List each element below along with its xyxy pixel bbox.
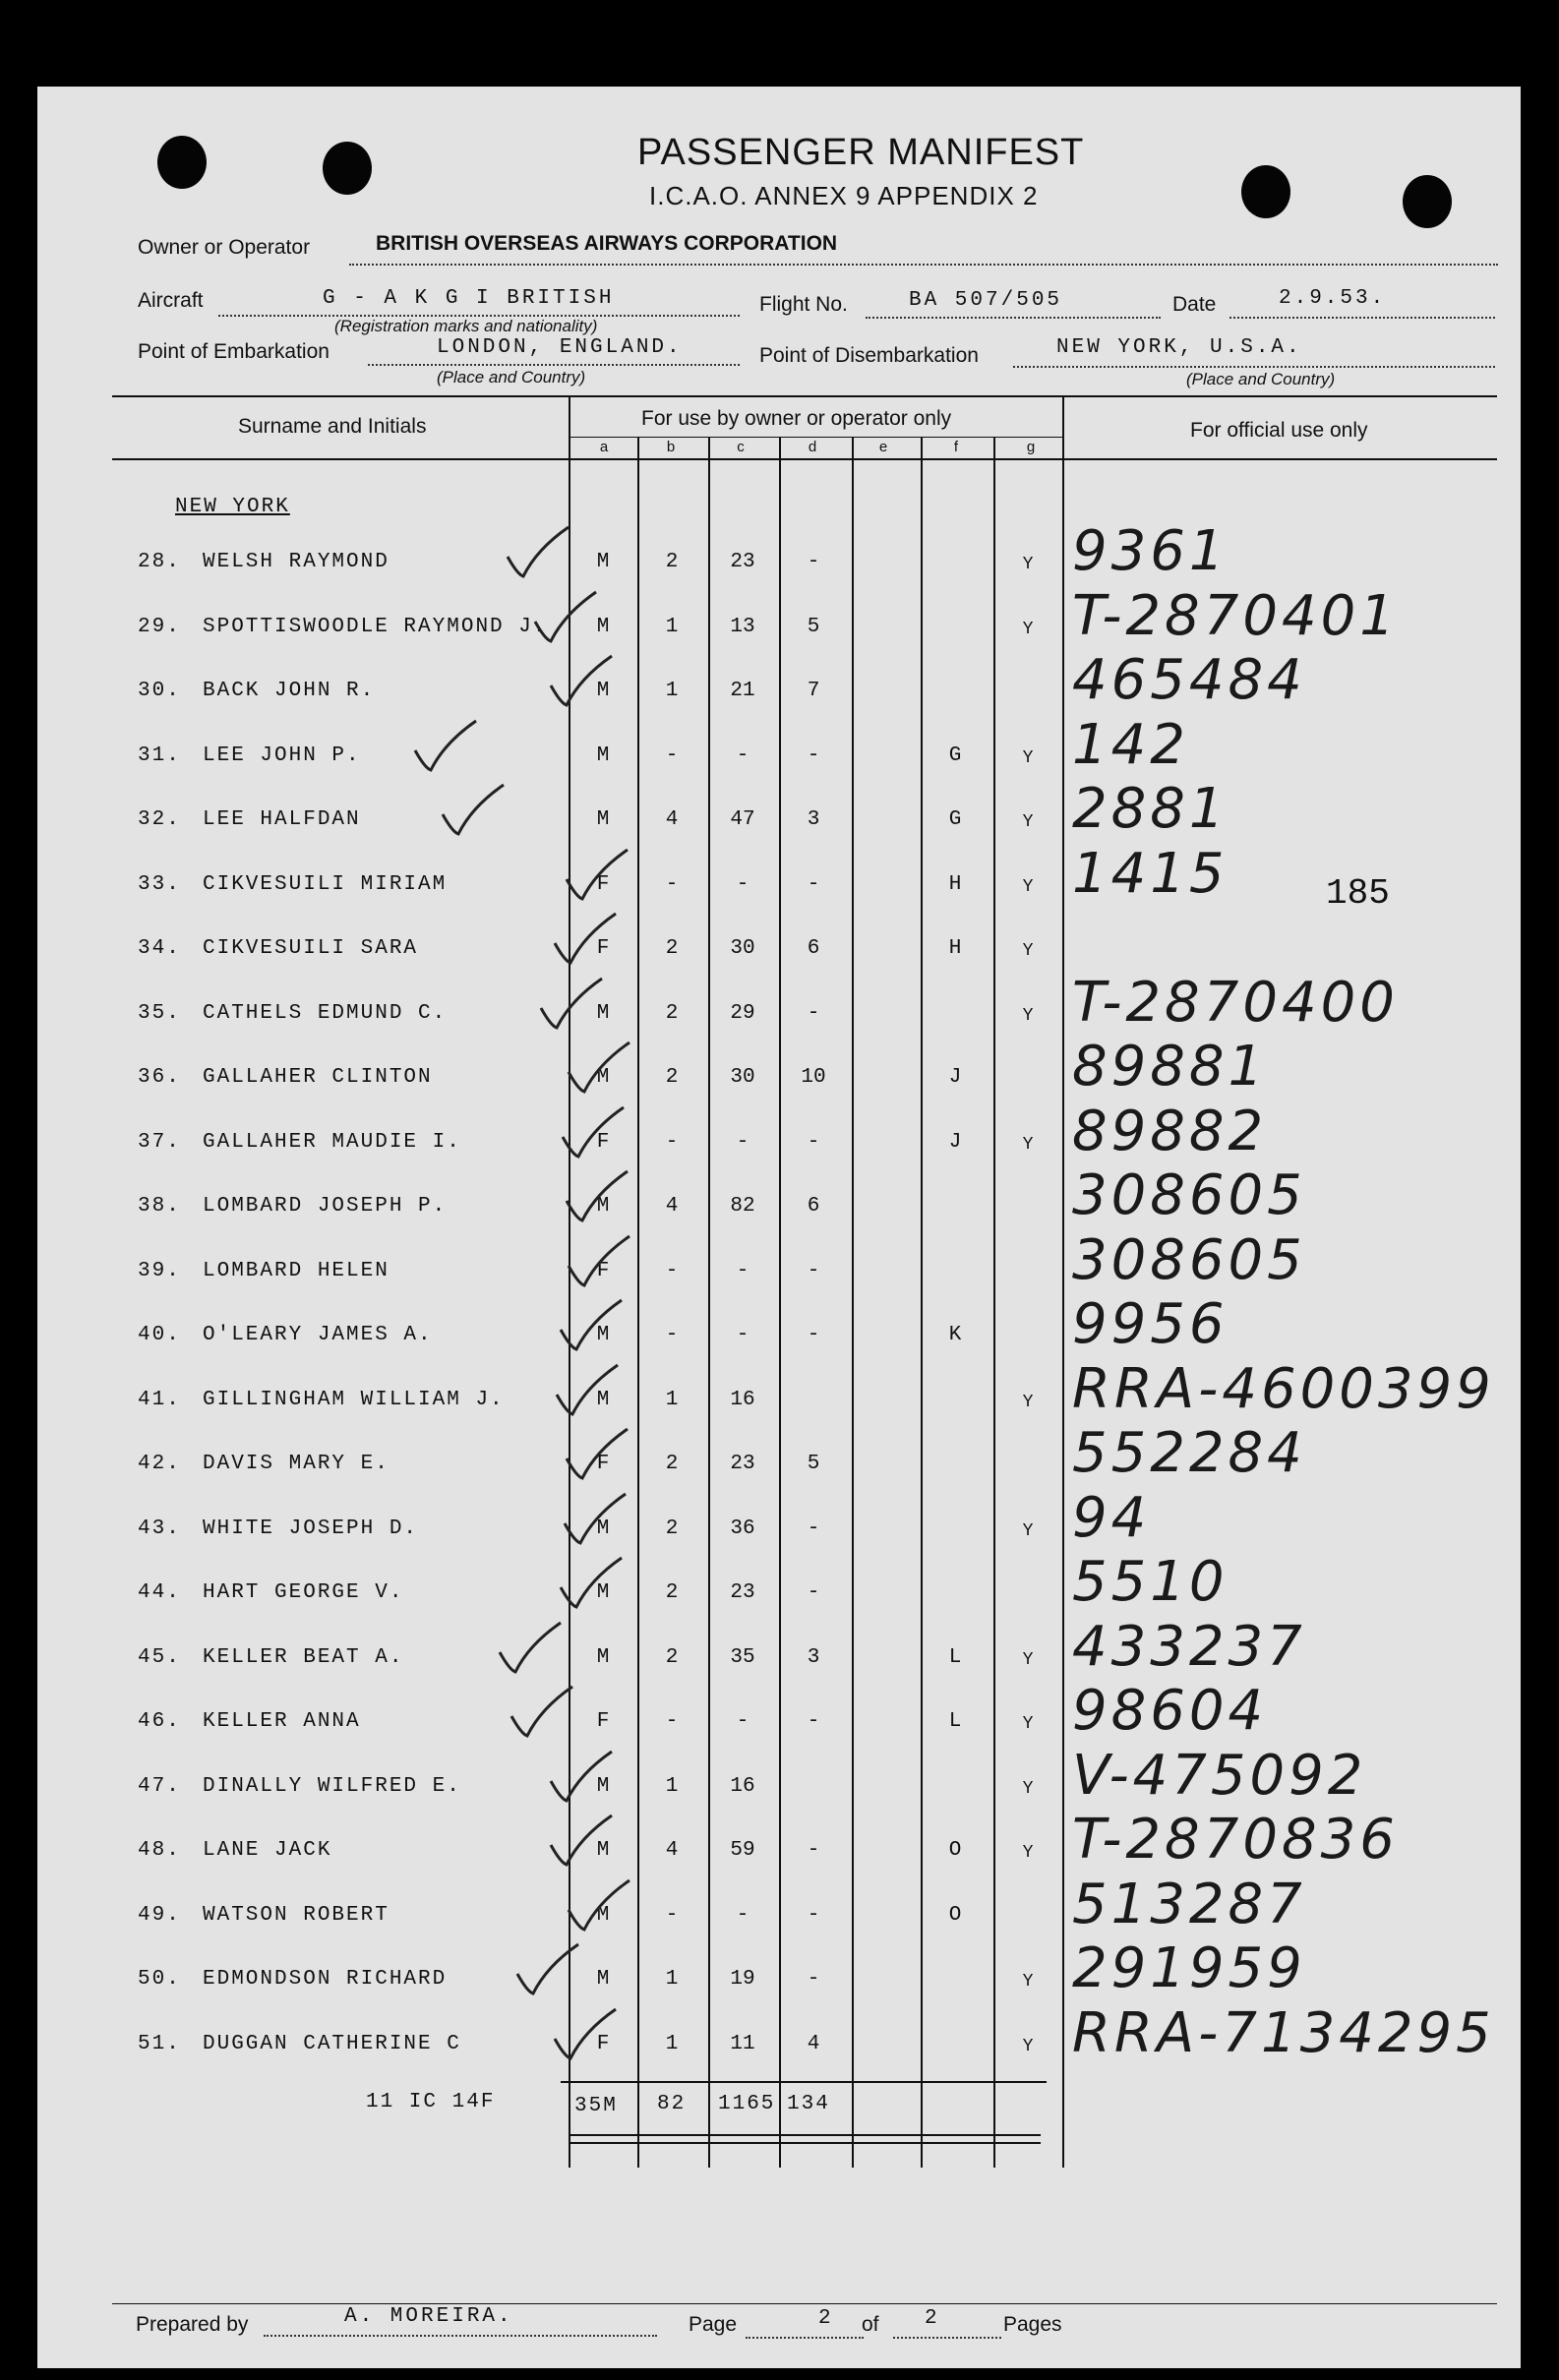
cell-c: - [736, 1903, 750, 1927]
cell-a: M [596, 1839, 610, 1862]
cell-c: - [736, 1259, 750, 1282]
official-number: 9361 [1072, 519, 1229, 583]
official-number: 2881 [1072, 777, 1229, 841]
row-number: 37. [138, 1130, 181, 1154]
cell-c: 30 [730, 937, 755, 960]
prepared-value: A. MOREIRA. [344, 2305, 513, 2328]
date-dots [1229, 317, 1495, 319]
cell-g: Y [1022, 1714, 1034, 1734]
checkmark-icon [563, 846, 631, 905]
disembark-label: Point of Disembarkation [759, 344, 979, 367]
cell-a: F [596, 1710, 610, 1733]
table-top-rule [112, 395, 1497, 397]
of-value: 2 [925, 2307, 940, 2330]
cell-g: Y [1022, 1005, 1034, 1026]
passenger-name: DINALLY WILFRED E. [203, 1774, 461, 1798]
cell-d: - [807, 744, 820, 767]
cell-g: Y [1022, 1520, 1034, 1541]
cell-f: H [948, 872, 962, 896]
cell-f: G [948, 808, 962, 831]
cell-a: F [596, 937, 610, 960]
checkmark-icon [565, 1039, 633, 1098]
cell-a: M [596, 1324, 610, 1346]
cell-a: M [596, 1645, 610, 1669]
checkmark-icon [559, 1103, 628, 1162]
cell-f: J [948, 1130, 962, 1154]
cell-b: - [665, 1130, 679, 1154]
checkmark-icon [547, 652, 616, 711]
cell-d: - [807, 1839, 820, 1862]
cell-b: 1 [665, 1388, 679, 1411]
passenger-name: WHITE JOSEPH D. [203, 1517, 419, 1540]
official-number: 5510 [1072, 1550, 1229, 1614]
official-number: T-2870401 [1072, 583, 1399, 648]
official-number: 513287 [1072, 1872, 1306, 1936]
official-number: 465484 [1072, 648, 1306, 712]
passenger-name: WELSH RAYMOND [203, 551, 390, 573]
row-number: 48. [138, 1839, 181, 1862]
official-number: RRA-7134295 [1072, 2000, 1495, 2065]
flight-value: BA 507/505 [909, 289, 1063, 312]
cell-f: O [948, 1839, 962, 1862]
row-number: 43. [138, 1517, 181, 1540]
checkmark-icon [561, 1490, 630, 1549]
passenger-name: DUGGAN CATHERINE C [203, 2032, 461, 2055]
col-letter-c: c [737, 439, 745, 455]
prepared-dots [264, 2335, 657, 2337]
punch-hole [1241, 165, 1290, 218]
official-number: 433237 [1072, 1614, 1306, 1679]
col-rule [1062, 397, 1064, 2168]
official-number: V-475092 [1072, 1743, 1367, 1808]
cell-c: - [736, 1324, 750, 1346]
passenger-name: GILLINGHAM WILLIAM J. [203, 1388, 505, 1411]
checkmark-icon [531, 588, 600, 647]
totals-c: 1165 [718, 2093, 776, 2115]
cell-b: 2 [665, 551, 679, 573]
cell-f: L [948, 1645, 962, 1669]
row-number: 39. [138, 1259, 181, 1282]
checkmark-icon [496, 1619, 565, 1678]
row-number: 33. [138, 872, 181, 896]
row-number: 44. [138, 1581, 181, 1604]
checkmark-icon [563, 1425, 631, 1484]
checkmark-icon [547, 1812, 616, 1871]
aircraft-label: Aircraft [138, 289, 204, 312]
cell-b: 1 [665, 2032, 679, 2055]
passenger-name: LOMBARD JOSEPH P. [203, 1195, 448, 1218]
cell-g: Y [1022, 1972, 1034, 1992]
cell-b: - [665, 872, 679, 896]
cell-c: - [736, 1130, 750, 1154]
cell-f: G [948, 744, 962, 767]
embark-dots [368, 364, 740, 366]
cell-a: F [596, 2032, 610, 2055]
disembark-dots [1013, 366, 1495, 368]
cell-g: Y [1022, 876, 1034, 897]
official-number: 98604 [1072, 1679, 1268, 1743]
passenger-name: LEE JOHN P. [203, 744, 361, 767]
page-label: Page [689, 2313, 738, 2336]
cell-d: - [807, 1130, 820, 1154]
passenger-name: BACK JOHN R. [203, 680, 376, 702]
page-title: PASSENGER MANIFEST [637, 132, 1085, 173]
cell-c: 16 [730, 1774, 755, 1798]
cell-a: M [596, 1968, 610, 1991]
cell-g: Y [1022, 2036, 1034, 2056]
passenger-name: O'LEARY JAMES A. [203, 1324, 433, 1346]
cell-a: M [596, 615, 610, 638]
passenger-name: KELLER ANNA [203, 1710, 361, 1733]
embark-value: LONDON, ENGLAND. [437, 336, 683, 359]
checkmark-icon [551, 910, 620, 969]
checkmark-icon [547, 1748, 616, 1807]
cell-c: - [736, 1710, 750, 1733]
row-number: 32. [138, 808, 181, 831]
cell-g: Y [1022, 812, 1034, 832]
cell-d: - [807, 1710, 820, 1733]
cell-d: - [807, 1903, 820, 1927]
cell-b: 4 [665, 808, 679, 831]
punch-hole [1403, 175, 1452, 228]
checkmark-icon [439, 781, 508, 840]
col-name-header: Surname and Initials [238, 415, 427, 438]
cell-c: 11 [730, 2032, 755, 2055]
cell-d: 4 [807, 2032, 820, 2055]
official-number: 142 [1072, 712, 1189, 777]
cell-g: Y [1022, 941, 1034, 961]
cell-g: Y [1022, 1392, 1034, 1412]
cell-d: - [807, 1001, 820, 1025]
cell-g: Y [1022, 1649, 1034, 1670]
checkmark-icon [504, 523, 572, 582]
cell-c: 23 [730, 1581, 755, 1604]
cell-d: - [807, 1581, 820, 1604]
cell-f: H [948, 937, 962, 960]
cell-a: M [596, 1517, 610, 1540]
cell-c: 47 [730, 808, 755, 831]
col-letter-f: f [953, 439, 959, 455]
cell-g: Y [1022, 1778, 1034, 1799]
cell-c: 30 [730, 1066, 755, 1089]
col-letter-g: g [1026, 439, 1036, 455]
checkmark-icon [565, 1232, 633, 1291]
of-label: of [862, 2313, 879, 2336]
passenger-name: LEE HALFDAN [203, 808, 361, 831]
cell-c: 35 [730, 1645, 755, 1669]
cell-d: 6 [807, 1195, 820, 1218]
cell-a: M [596, 680, 610, 702]
cell-a: F [596, 872, 610, 896]
checkmark-icon [508, 1683, 576, 1742]
official-number: 89882 [1072, 1099, 1268, 1163]
pages-label: Pages [1003, 2313, 1062, 2336]
official-number: 308605 [1072, 1163, 1306, 1227]
cell-a: M [596, 551, 610, 573]
disembark-note: (Place and Country) [1186, 370, 1336, 388]
checkmark-icon [411, 717, 480, 776]
cell-c: 13 [730, 615, 755, 638]
row-number: 30. [138, 680, 181, 702]
owner-value: BRITISH OVERSEAS AIRWAYS CORPORATION [376, 232, 838, 255]
cell-a: M [596, 1774, 610, 1798]
cell-c: 16 [730, 1388, 755, 1411]
cell-c: 21 [730, 680, 755, 702]
row-number: 29. [138, 615, 181, 638]
official-number: 94 [1072, 1485, 1151, 1550]
official-number: 552284 [1072, 1421, 1306, 1485]
cell-b: 2 [665, 1453, 679, 1475]
header-bottom-rule [112, 458, 1497, 460]
official-number: 308605 [1072, 1227, 1306, 1292]
cell-f: L [948, 1710, 962, 1733]
cell-a: M [596, 808, 610, 831]
row-number: 47. [138, 1774, 181, 1798]
punch-hole [157, 136, 207, 189]
page-subtitle: I.C.A.O. ANNEX 9 APPENDIX 2 [649, 181, 1039, 210]
row-number: 38. [138, 1195, 181, 1218]
row-number: 35. [138, 1001, 181, 1025]
cell-d: - [807, 1259, 820, 1282]
cell-g: Y [1022, 747, 1034, 768]
cell-a: F [596, 1130, 610, 1154]
cell-d: - [807, 1517, 820, 1540]
cell-a: M [596, 1581, 610, 1604]
prepared-label: Prepared by [136, 2313, 249, 2336]
passenger-name: CIKVESUILI SARA [203, 937, 419, 960]
row-number: 31. [138, 744, 181, 767]
cell-a: M [596, 1195, 610, 1218]
passenger-name: LOMBARD HELEN [203, 1259, 390, 1282]
cell-b: - [665, 1259, 679, 1282]
col-owner-header: For use by owner or operator only [641, 407, 952, 430]
checkmark-icon [557, 1296, 626, 1355]
cell-b: 4 [665, 1195, 679, 1218]
passenger-name: KELLER BEAT A. [203, 1645, 404, 1669]
cell-c: - [736, 744, 750, 767]
row-number: 41. [138, 1388, 181, 1411]
cell-f: J [948, 1066, 962, 1089]
cell-b: 2 [665, 1066, 679, 1089]
official-number: 291959 [1072, 1936, 1306, 2000]
cell-c: 36 [730, 1517, 755, 1540]
page-dots [746, 2337, 864, 2339]
checkmark-icon [557, 1554, 626, 1613]
cell-b: - [665, 1710, 679, 1733]
cell-f: O [948, 1903, 962, 1927]
checkmark-icon [551, 2005, 620, 2064]
checkmark-icon [565, 1876, 633, 1935]
cell-d: 6 [807, 937, 820, 960]
row-number: 45. [138, 1645, 181, 1669]
totals-d: 134 [787, 2093, 830, 2115]
owner-label: Owner or Operator [138, 236, 311, 259]
passenger-name: SPOTTISWOODLE RAYMOND J. [203, 615, 548, 638]
totals-a: 35M [574, 2095, 618, 2117]
cell-b: 1 [665, 615, 679, 638]
passenger-name: DAVIS MARY E. [203, 1453, 390, 1475]
cell-d: 5 [807, 615, 820, 638]
cell-a: F [596, 1259, 610, 1282]
passenger-name: LANE JACK [203, 1839, 332, 1862]
col-rule [852, 437, 854, 2168]
row-number: 49. [138, 1903, 181, 1927]
col-letter-d: d [808, 439, 817, 455]
checkmark-icon [563, 1167, 631, 1226]
cell-c: 29 [730, 1001, 755, 1025]
official-number: 89881 [1072, 1035, 1268, 1099]
cell-a: M [596, 1388, 610, 1411]
disembark-value: NEW YORK, U.S.A. [1056, 336, 1302, 359]
owner-subheader-rule [569, 437, 1062, 438]
cell-d: - [807, 1968, 820, 1991]
checkmark-icon [553, 1361, 622, 1420]
row-number: 28. [138, 551, 181, 573]
embark-note: (Place and Country) [437, 368, 586, 387]
official-number: 9956 [1072, 1292, 1229, 1356]
cell-c: 82 [730, 1195, 755, 1218]
cell-c: - [736, 872, 750, 896]
cell-d: 5 [807, 1453, 820, 1475]
col-official-header: For official use only [1190, 419, 1368, 442]
totals-rule-1 [569, 2134, 1041, 2136]
page-value: 2 [818, 2307, 834, 2330]
col-letter-a: a [599, 439, 609, 455]
passenger-name: GALLAHER CLINTON [203, 1066, 433, 1089]
date-label: Date [1172, 293, 1217, 316]
embark-label: Point of Embarkation [138, 340, 330, 363]
cell-g: Y [1022, 619, 1034, 639]
passenger-name: CIKVESUILI MIRIAM [203, 872, 448, 896]
row-number: 50. [138, 1968, 181, 1991]
cell-b: - [665, 744, 679, 767]
totals-counts: 11 IC 14F [366, 2091, 496, 2113]
passenger-name: GALLAHER MAUDIE I. [203, 1130, 461, 1154]
checkmark-icon [513, 1940, 582, 1999]
date-value: 2.9.53. [1279, 287, 1387, 310]
cell-c: 23 [730, 1453, 755, 1475]
cell-a: M [596, 1066, 610, 1089]
cell-b: 1 [665, 1968, 679, 1991]
cell-a: M [596, 744, 610, 767]
cell-c: 59 [730, 1839, 755, 1862]
official-number: T-2870836 [1072, 1808, 1399, 1872]
totals-top-rule [561, 2081, 1047, 2083]
cell-g: Y [1022, 1134, 1034, 1155]
row-number: 46. [138, 1710, 181, 1733]
margin-note: 185 [1326, 873, 1390, 914]
col-rule [993, 437, 995, 2168]
cell-b: 2 [665, 1645, 679, 1669]
cell-b: 2 [665, 1581, 679, 1604]
of-dots [893, 2337, 1001, 2339]
cell-a: F [596, 1453, 610, 1475]
cell-d: 3 [807, 1645, 820, 1669]
cell-c: 23 [730, 551, 755, 573]
cell-g: Y [1022, 555, 1034, 574]
passenger-name: HART GEORGE V. [203, 1581, 404, 1604]
owner-dots [349, 264, 1498, 266]
aircraft-note: (Registration marks and nationality) [334, 317, 598, 335]
totals-rule-2 [569, 2142, 1041, 2144]
cell-b: 4 [665, 1839, 679, 1862]
cell-c: 19 [730, 1968, 755, 1991]
cell-a: M [596, 1001, 610, 1025]
cell-d: 3 [807, 808, 820, 831]
cell-b: 1 [665, 680, 679, 702]
row-number: 40. [138, 1324, 181, 1346]
cell-f: K [948, 1324, 962, 1346]
section-label: NEW YORK [175, 496, 290, 518]
cell-g: Y [1022, 1843, 1034, 1863]
cell-d: - [807, 1324, 820, 1346]
cell-d: 7 [807, 680, 820, 702]
passenger-name: WATSON ROBERT [203, 1903, 390, 1927]
row-number: 51. [138, 2032, 181, 2055]
cell-d: - [807, 872, 820, 896]
official-number: RRA-4600399 [1072, 1356, 1495, 1421]
footer-rule [112, 2303, 1497, 2304]
passenger-name: CATHELS EDMUND C. [203, 1001, 448, 1025]
cell-a: M [596, 1903, 610, 1927]
checkmark-icon [537, 975, 606, 1034]
cell-b: 2 [665, 1517, 679, 1540]
cell-b: 2 [665, 1001, 679, 1025]
row-number: 42. [138, 1453, 181, 1475]
flight-dots [866, 317, 1161, 319]
totals-b: 82 [657, 2093, 687, 2115]
passenger-name: EDMONDSON RICHARD [203, 1968, 448, 1991]
row-number: 36. [138, 1066, 181, 1089]
cell-b: - [665, 1903, 679, 1927]
flight-label: Flight No. [759, 293, 848, 316]
cell-b: - [665, 1324, 679, 1346]
cell-b: 2 [665, 937, 679, 960]
cell-d: - [807, 551, 820, 573]
aircraft-value: G - A K G I BRITISH [323, 287, 615, 310]
official-number: 1415 [1072, 841, 1229, 906]
cell-d: 10 [801, 1066, 826, 1089]
row-number: 34. [138, 937, 181, 960]
cell-b: 1 [665, 1774, 679, 1798]
col-letter-b: b [666, 439, 676, 455]
official-number: T-2870400 [1072, 970, 1399, 1035]
col-letter-e: e [878, 439, 888, 455]
punch-hole [323, 142, 372, 195]
